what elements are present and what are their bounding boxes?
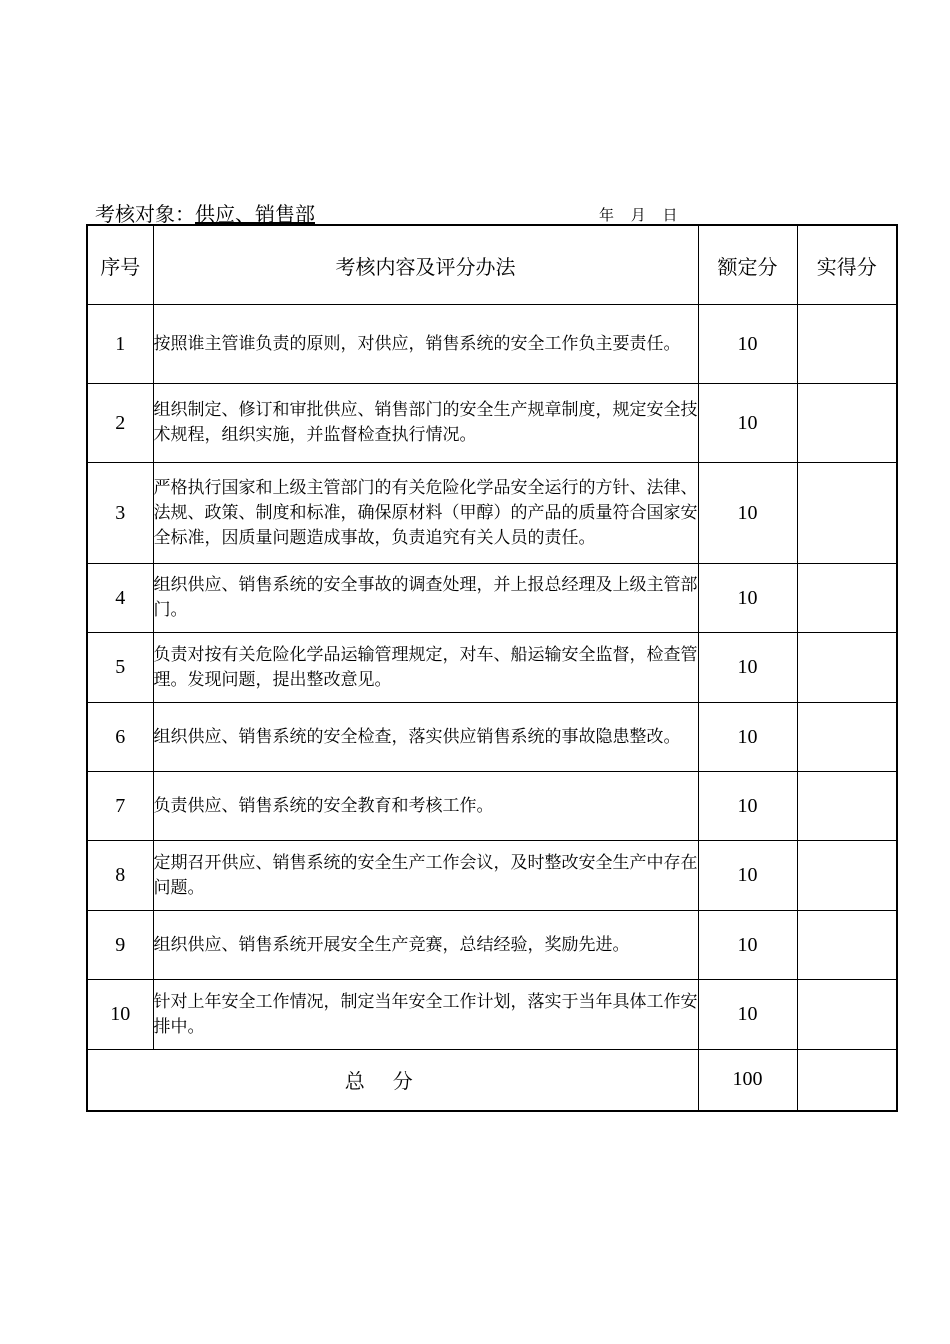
column-header-rated-score: 额定分 [698, 225, 797, 305]
row-rated-score: 10 [698, 463, 797, 564]
row-content: 组织供应、销售系统的安全检查，落实供应销售系统的事故隐患整改。 [153, 703, 698, 772]
row-rated-score: 10 [698, 911, 797, 980]
row-actual-score[interactable] [797, 703, 897, 772]
row-seq: 7 [87, 772, 153, 841]
row-actual-score[interactable] [797, 633, 897, 703]
table-row [87, 980, 897, 1050]
row-content: 针对上年安全工作情况，制定当年安全工作计划，落实于当年具体工作安排中。 [153, 980, 698, 1050]
table-row [87, 305, 897, 384]
row-rated-score: 10 [698, 564, 797, 633]
row-rated-score: 10 [698, 841, 797, 911]
target-value: 供应、销售部 [195, 202, 315, 226]
row-actual-score[interactable] [797, 463, 897, 564]
table-row [87, 772, 897, 841]
row-rated-score: 10 [698, 305, 797, 384]
target-label: 考核对象： [95, 202, 195, 226]
row-actual-score[interactable] [797, 305, 897, 384]
table-row [87, 384, 897, 463]
total-label: 总分 [87, 1050, 698, 1111]
row-seq: 1 [87, 305, 153, 384]
row-rated-score: 10 [698, 703, 797, 772]
total-row [87, 1050, 897, 1111]
row-seq: 3 [87, 463, 153, 564]
row-content: 组织制定、修订和审批供应、销售部门的安全生产规章制度，规定安全技术规程，组织实施，并监督检查执行情况。 [153, 384, 698, 463]
row-rated-score: 10 [698, 772, 797, 841]
row-actual-score[interactable] [797, 772, 897, 841]
row-content: 负责对按有关危险化学品运输管理规定，对车、船运输安全监督，检查管理。发现问题，提出整改意见。 [153, 633, 698, 703]
assessment-table [86, 224, 898, 1112]
row-rated-score: 10 [698, 633, 797, 703]
row-content: 按照谁主管谁负责的原则，对供应，销售系统的安全工作负主要责任。 [153, 305, 698, 384]
row-seq: 9 [87, 911, 153, 980]
row-seq: 2 [87, 384, 153, 463]
row-rated-score: 10 [698, 384, 797, 463]
row-seq: 4 [87, 564, 153, 633]
row-actual-score[interactable] [797, 564, 897, 633]
table-row [87, 911, 897, 980]
total-score: 100 [698, 1050, 797, 1111]
table-row [87, 633, 897, 703]
column-header-content: 考核内容及评分办法 [153, 225, 698, 305]
table-row [87, 841, 897, 911]
table-header-row [87, 225, 897, 305]
total-actual-score[interactable] [797, 1050, 897, 1111]
row-content: 组织供应、销售系统的安全事故的调查处理，并上报总经理及上级主管部门。 [153, 564, 698, 633]
row-actual-score[interactable] [797, 911, 897, 980]
column-header-seq: 序号 [87, 225, 153, 305]
row-actual-score[interactable] [797, 384, 897, 463]
column-header-actual-score: 实得分 [797, 225, 897, 305]
assessment-target [95, 198, 315, 227]
row-seq: 10 [87, 980, 153, 1050]
row-content: 组织供应、销售系统开展安全生产竞赛，总结经验，奖励先进。 [153, 911, 698, 980]
assessment-header [95, 198, 895, 224]
table-row [87, 463, 897, 564]
row-seq: 6 [87, 703, 153, 772]
row-content: 严格执行国家和上级主管部门的有关危险化学品安全运行的方针、法律、法规、政策、制度和标准，确保原材料（甲醇）的产品的质量符合国家安全标准，因质量问题造成事故，负责追究有关人员的责任。 [153, 463, 698, 564]
row-content: 负责供应、销售系统的安全教育和考核工作。 [153, 772, 698, 841]
row-content: 定期召开供应、销售系统的安全生产工作会议，及时整改安全生产中存在问题。 [153, 841, 698, 911]
table-row [87, 703, 897, 772]
row-rated-score: 10 [698, 980, 797, 1050]
row-seq: 5 [87, 633, 153, 703]
row-seq: 8 [87, 841, 153, 911]
date-field: 年 月 日 [599, 206, 684, 224]
table-row [87, 564, 897, 633]
row-actual-score[interactable] [797, 841, 897, 911]
row-actual-score[interactable] [797, 980, 897, 1050]
